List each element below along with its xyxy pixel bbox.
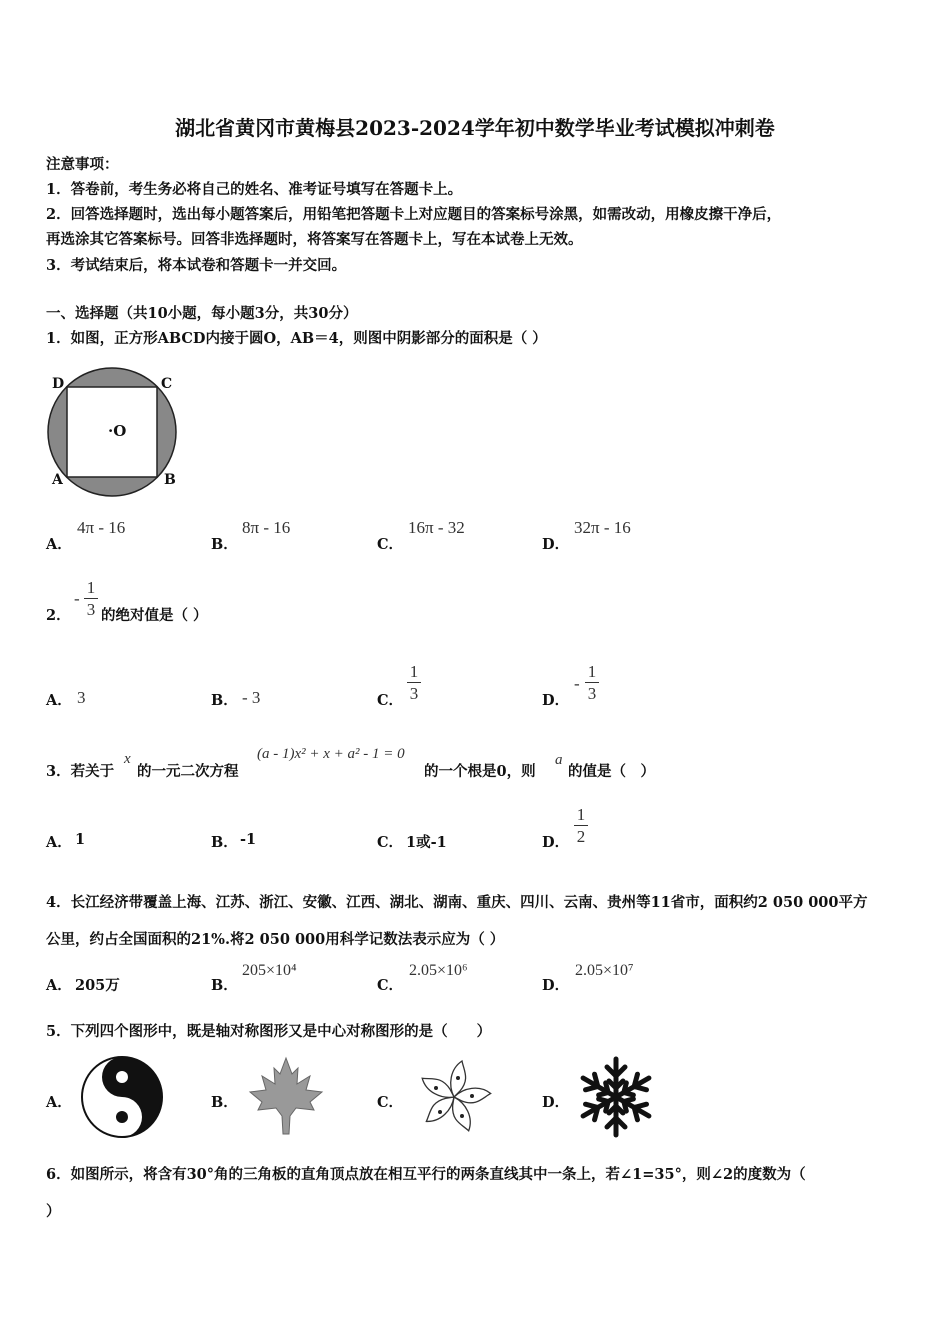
q5-option-c-letter: C． bbox=[377, 1094, 404, 1111]
q4-option-a-letter: A． bbox=[46, 977, 72, 994]
notice-heading: 注意事项： bbox=[46, 156, 119, 173]
q2-option-d-num: 1 bbox=[587, 662, 597, 681]
q2-fraction bbox=[84, 578, 98, 619]
q2-frac-num: 1 bbox=[86, 578, 96, 597]
q4-option-b-letter: B． bbox=[211, 977, 238, 994]
q1-stem: 1．如图，正方形ABCD内接于圆O，AB＝4，则图中阴影部分的面积是（ ） bbox=[46, 330, 547, 347]
q3-option-c-letter: C． bbox=[377, 834, 404, 851]
q4-option-c-value: 2.05×10⁶ bbox=[409, 962, 468, 979]
q3-var-x: x bbox=[124, 751, 131, 767]
q1-option-d-value: 32π - 16 bbox=[574, 518, 631, 537]
q3-option-d-den: 2 bbox=[576, 827, 586, 846]
q2-option-b-value: - 3 bbox=[242, 688, 261, 707]
q2-number: 2． bbox=[46, 607, 71, 624]
q4-option-c-letter: C． bbox=[377, 977, 404, 994]
q1-label-O: ·O bbox=[108, 422, 127, 440]
bauhinia-flower-icon bbox=[406, 1054, 502, 1140]
notice-item-2a: 2．回答选择题时，选出每小题答案后，用铅笔把答题卡上对应题目的答案标号涂黑，如需改动，用橡皮擦干净后， bbox=[46, 206, 782, 223]
q4-line2: 公里，约占全国面积的21%.将2 050 000用科学记数法表示应为（ ） bbox=[46, 931, 505, 948]
q5-option-a-letter: A． bbox=[46, 1094, 72, 1111]
q3-equation: (a - 1)x² + x + a² - 1 = 0 bbox=[257, 746, 405, 762]
q3-option-c-value: 1或-1 bbox=[406, 834, 447, 851]
q4-option-d-letter: D． bbox=[542, 977, 570, 994]
q5-stem: 5．下列四个图形中，既是轴对称图形又是中心对称图形的是（ ） bbox=[46, 1023, 492, 1040]
q1-option-a-letter: A． bbox=[46, 536, 72, 553]
maple-leaf-icon bbox=[240, 1054, 332, 1140]
yin-yang-icon bbox=[76, 1054, 168, 1140]
snowflake-icon bbox=[571, 1054, 661, 1140]
q3-option-d-letter: D． bbox=[542, 834, 570, 851]
section-heading: 一、选择题（共10小题，每小题3分，共30分） bbox=[46, 305, 358, 322]
q2-option-d-minus: - bbox=[574, 674, 580, 693]
q1-label-D: D bbox=[52, 376, 65, 392]
q1-label-B: B bbox=[164, 472, 176, 488]
q3-option-a-value: 1 bbox=[75, 831, 86, 848]
q5-option-b-letter: B． bbox=[211, 1094, 238, 1111]
q6-line1: 6．如图所示，将含有30°角的三角板的直角顶点放在相互平行的两条直线其中一条上，若∠1=35°，则∠2的度数为（ bbox=[46, 1166, 806, 1183]
q2-option-d-fraction bbox=[585, 662, 599, 703]
q5-option-d-letter: D． bbox=[542, 1094, 570, 1111]
q2-option-c-fraction bbox=[407, 662, 421, 703]
q6-line2: ） bbox=[46, 1203, 61, 1220]
q4-line1: 4．长江经济带覆盖上海、江苏、浙江、安徽、江西、湖北、湖南、重庆、四川、云南、贵州等11省市，面积约2 050 000平方 bbox=[46, 894, 868, 911]
q1-label-A: A bbox=[52, 472, 63, 488]
q1-option-b-value: 8π - 16 bbox=[242, 518, 291, 537]
q4-option-d-value: 2.05×10⁷ bbox=[575, 962, 634, 979]
q4-option-a-value: 205万 bbox=[75, 977, 120, 994]
q3-part2: 的一元二次方程 bbox=[137, 763, 239, 780]
q1-option-a-value: 4π - 16 bbox=[77, 518, 126, 537]
q2-stem-tail: 的绝对值是（ ） bbox=[101, 607, 208, 624]
q2-option-c-den: 3 bbox=[409, 684, 419, 703]
q2-option-a-letter: A． bbox=[46, 692, 72, 709]
q2-option-c-letter: C． bbox=[377, 692, 404, 709]
q3-part4: 的值是（ ） bbox=[568, 763, 655, 780]
q3-option-b-value: -1 bbox=[240, 831, 257, 848]
q1-option-c-letter: C． bbox=[377, 536, 404, 553]
page-title: 湖北省黄冈市黄梅县2023-2024学年初中数学毕业考试模拟冲刺卷 bbox=[175, 116, 775, 140]
q2-option-d-den: 3 bbox=[587, 684, 597, 703]
q1-label-C: C bbox=[161, 376, 173, 392]
notice-item-1: 1．答卷前，考生务必将自己的姓名、准考证号填写在答题卡上。 bbox=[46, 181, 463, 198]
q3-option-d-num: 1 bbox=[576, 805, 586, 824]
q2-option-c-num: 1 bbox=[409, 662, 419, 681]
q4-option-b-value: 205×10⁴ bbox=[242, 962, 297, 979]
q3-var-a: a bbox=[555, 752, 563, 768]
q3-option-a-letter: A． bbox=[46, 834, 72, 851]
q3-part1: 3．若关于 bbox=[46, 763, 115, 780]
q2-frac-den: 3 bbox=[86, 600, 96, 619]
q3-option-d-fraction bbox=[574, 805, 588, 846]
q3-part3: 的一个根是0，则 bbox=[424, 763, 536, 780]
q1-option-b-letter: B． bbox=[211, 536, 238, 553]
notice-item-3: 3．考试结束后，将本试卷和答题卡一并交回。 bbox=[46, 257, 347, 274]
q2-option-d-letter: D． bbox=[542, 692, 570, 709]
q2-minus: - bbox=[74, 589, 80, 608]
q2-option-b-letter: B． bbox=[211, 692, 238, 709]
q3-option-b-letter: B． bbox=[211, 834, 238, 851]
q1-option-c-value: 16π - 32 bbox=[408, 518, 465, 537]
notice-item-2b: 再选涂其它答案标号。回答非选择题时，将答案写在答题卡上，写在本试卷上无效。 bbox=[46, 231, 583, 248]
q2-option-a-value: 3 bbox=[77, 688, 86, 707]
q1-option-d-letter: D． bbox=[542, 536, 570, 553]
